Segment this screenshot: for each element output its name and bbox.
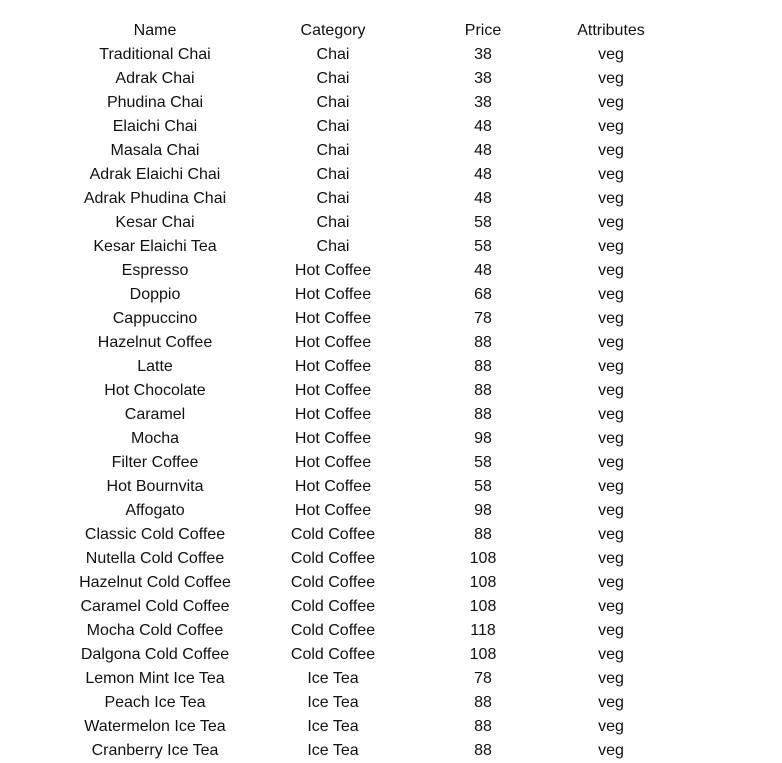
cell-price: 58: [474, 238, 492, 255]
cell-name: Classic Cold Coffee: [84, 526, 226, 543]
cell-price: 48: [474, 262, 492, 279]
cell-price: 78: [474, 310, 492, 327]
cell-name: Adrak Elaichi Chai: [89, 166, 221, 183]
cell-name: Nutella Cold Coffee: [85, 550, 225, 567]
cell-attributes: veg: [598, 310, 624, 327]
cell-name: Masala Chai: [110, 142, 200, 159]
table-header-row: [0, 19, 782, 43]
cell-price: 88: [474, 358, 492, 375]
cell-category: Cold Coffee: [290, 526, 376, 543]
cell-name: Phudina Chai: [106, 94, 204, 111]
cell-category: Cold Coffee: [290, 598, 376, 615]
cell-category: Hot Coffee: [294, 262, 372, 279]
cell-attributes: veg: [598, 166, 624, 183]
header-attributes: Attributes: [577, 22, 645, 39]
cell-attributes: veg: [598, 718, 624, 735]
cell-category: Hot Coffee: [294, 478, 372, 495]
cell-price: 118: [470, 622, 496, 639]
table-row: [0, 643, 782, 667]
cell-name: Peach Ice Tea: [104, 694, 206, 711]
table-row: [0, 235, 782, 259]
cell-attributes: veg: [598, 358, 624, 375]
cell-attributes: veg: [598, 646, 624, 663]
cell-price: 108: [469, 550, 497, 567]
header-category: Category: [300, 22, 366, 39]
cell-name: Mocha Cold Coffee: [86, 622, 224, 639]
cell-price: 88: [474, 718, 492, 735]
table-row: [0, 619, 782, 643]
cell-category: Hot Coffee: [294, 310, 372, 327]
cell-price: 88: [474, 334, 492, 351]
table-row: [0, 211, 782, 235]
cell-attributes: veg: [598, 70, 624, 87]
cell-price: 58: [474, 454, 492, 471]
cell-category: Chai: [316, 238, 350, 255]
cell-attributes: veg: [598, 142, 624, 159]
cell-price: 38: [474, 94, 492, 111]
cell-name: Traditional Chai: [99, 46, 211, 63]
table-row: [0, 307, 782, 331]
table-row: [0, 451, 782, 475]
cell-name: Kesar Chai: [115, 214, 195, 231]
cell-category: Chai: [316, 142, 350, 159]
cell-price: 108: [469, 574, 497, 591]
cell-name: Adrak Phudina Chai: [83, 190, 227, 207]
cell-attributes: veg: [598, 238, 624, 255]
cell-attributes: veg: [598, 406, 624, 423]
cell-category: Chai: [316, 70, 350, 87]
cell-name: Lemon Mint Ice Tea: [85, 670, 225, 687]
cell-category: Chai: [316, 166, 350, 183]
cell-name: Watermelon Ice Tea: [84, 718, 226, 735]
cell-category: Chai: [316, 118, 350, 135]
cell-name: Hazelnut Cold Coffee: [79, 574, 231, 591]
table-row: [0, 355, 782, 379]
cell-attributes: veg: [598, 286, 624, 303]
cell-price: 98: [474, 502, 492, 519]
cell-category: Ice Tea: [307, 718, 359, 735]
table-row: [0, 331, 782, 355]
cell-name: Affogato: [125, 502, 185, 519]
cell-price: 48: [474, 142, 492, 159]
cell-category: Ice Tea: [307, 694, 359, 711]
cell-name: Hot Bournvita: [106, 478, 204, 495]
table-row: [0, 403, 782, 427]
table-body: [0, 43, 782, 763]
cell-price: 98: [474, 430, 492, 447]
cell-attributes: veg: [598, 550, 624, 567]
table-row: [0, 523, 782, 547]
cell-attributes: veg: [598, 694, 624, 711]
table-row: [0, 115, 782, 139]
cell-price: 38: [474, 70, 492, 87]
table-row: [0, 571, 782, 595]
cell-category: Hot Coffee: [294, 334, 372, 351]
cell-attributes: veg: [598, 118, 624, 135]
cell-category: Chai: [316, 190, 350, 207]
cell-attributes: veg: [598, 742, 624, 759]
cell-price: 88: [474, 382, 492, 399]
cell-category: Hot Coffee: [294, 358, 372, 375]
cell-attributes: veg: [598, 430, 624, 447]
cell-attributes: veg: [598, 598, 624, 615]
cell-category: Hot Coffee: [294, 406, 372, 423]
table-row: [0, 715, 782, 739]
cell-name: Filter Coffee: [111, 454, 199, 471]
cell-name: Hot Chocolate: [104, 382, 206, 399]
table-row: [0, 163, 782, 187]
cell-attributes: veg: [598, 94, 624, 111]
table-row: [0, 739, 782, 763]
cell-name: Kesar Elaichi Tea: [93, 238, 217, 255]
cell-attributes: veg: [598, 670, 624, 687]
cell-name: Doppio: [129, 286, 181, 303]
cell-category: Hot Coffee: [294, 382, 372, 399]
cell-price: 108: [469, 646, 497, 663]
cell-attributes: veg: [598, 478, 624, 495]
cell-price: 58: [474, 214, 492, 231]
cell-category: Chai: [316, 214, 350, 231]
header-price: Price: [464, 22, 502, 39]
header-name: Name: [133, 22, 177, 39]
cell-attributes: veg: [598, 622, 624, 639]
cell-price: 58: [474, 478, 492, 495]
cell-attributes: veg: [598, 190, 624, 207]
cell-attributes: veg: [598, 526, 624, 543]
cell-price: 108: [469, 598, 497, 615]
cell-attributes: veg: [598, 214, 624, 231]
cell-price: 48: [474, 166, 492, 183]
table-row: [0, 187, 782, 211]
cell-attributes: veg: [598, 454, 624, 471]
cell-category: Cold Coffee: [290, 550, 376, 567]
cell-price: 88: [474, 742, 492, 759]
cell-name: Cappuccino: [112, 310, 198, 327]
cell-name: Elaichi Chai: [112, 118, 198, 135]
cell-name: Hazelnut Coffee: [97, 334, 213, 351]
cell-attributes: veg: [598, 334, 624, 351]
cell-price: 68: [474, 286, 492, 303]
cell-price: 48: [474, 190, 492, 207]
cell-attributes: veg: [598, 382, 624, 399]
cell-price: 88: [474, 406, 492, 423]
table-row: [0, 595, 782, 619]
cell-price: 88: [474, 526, 492, 543]
table-row: [0, 43, 782, 67]
cell-category: Hot Coffee: [294, 502, 372, 519]
cell-category: Chai: [316, 46, 350, 63]
cell-name: Caramel Cold Coffee: [80, 598, 230, 615]
cell-price: 38: [474, 46, 492, 63]
cell-attributes: veg: [598, 262, 624, 279]
table-row: [0, 427, 782, 451]
cell-category: Hot Coffee: [294, 454, 372, 471]
cell-name: Latte: [137, 358, 173, 375]
cell-name: Cranberry Ice Tea: [91, 742, 219, 759]
table-row: [0, 139, 782, 163]
cell-price: 48: [474, 118, 492, 135]
cell-attributes: veg: [598, 502, 624, 519]
cell-category: Ice Tea: [307, 742, 359, 759]
cell-category: Cold Coffee: [290, 574, 376, 591]
cell-category: Chai: [316, 94, 350, 111]
cell-attributes: veg: [598, 574, 624, 591]
cell-category: Ice Tea: [307, 670, 359, 687]
cell-price: 78: [474, 670, 492, 687]
table-row: [0, 91, 782, 115]
table-row: [0, 691, 782, 715]
cell-attributes: veg: [598, 46, 624, 63]
cell-category: Cold Coffee: [290, 646, 376, 663]
menu-table: [0, 19, 782, 763]
cell-category: Cold Coffee: [290, 622, 376, 639]
cell-category: Hot Coffee: [294, 430, 372, 447]
cell-category: Hot Coffee: [294, 286, 372, 303]
cell-name: Adrak Chai: [115, 70, 195, 87]
table-row: [0, 379, 782, 403]
table-row: [0, 499, 782, 523]
table-row: [0, 475, 782, 499]
cell-price: 88: [474, 694, 492, 711]
table-row: [0, 283, 782, 307]
cell-name: Espresso: [121, 262, 189, 279]
cell-name: Dalgona Cold Coffee: [80, 646, 230, 663]
table-row: [0, 667, 782, 691]
cell-name: Caramel: [124, 406, 186, 423]
table-row: [0, 259, 782, 283]
cell-name: Mocha: [130, 430, 180, 447]
table-row: [0, 547, 782, 571]
table-row: [0, 67, 782, 91]
